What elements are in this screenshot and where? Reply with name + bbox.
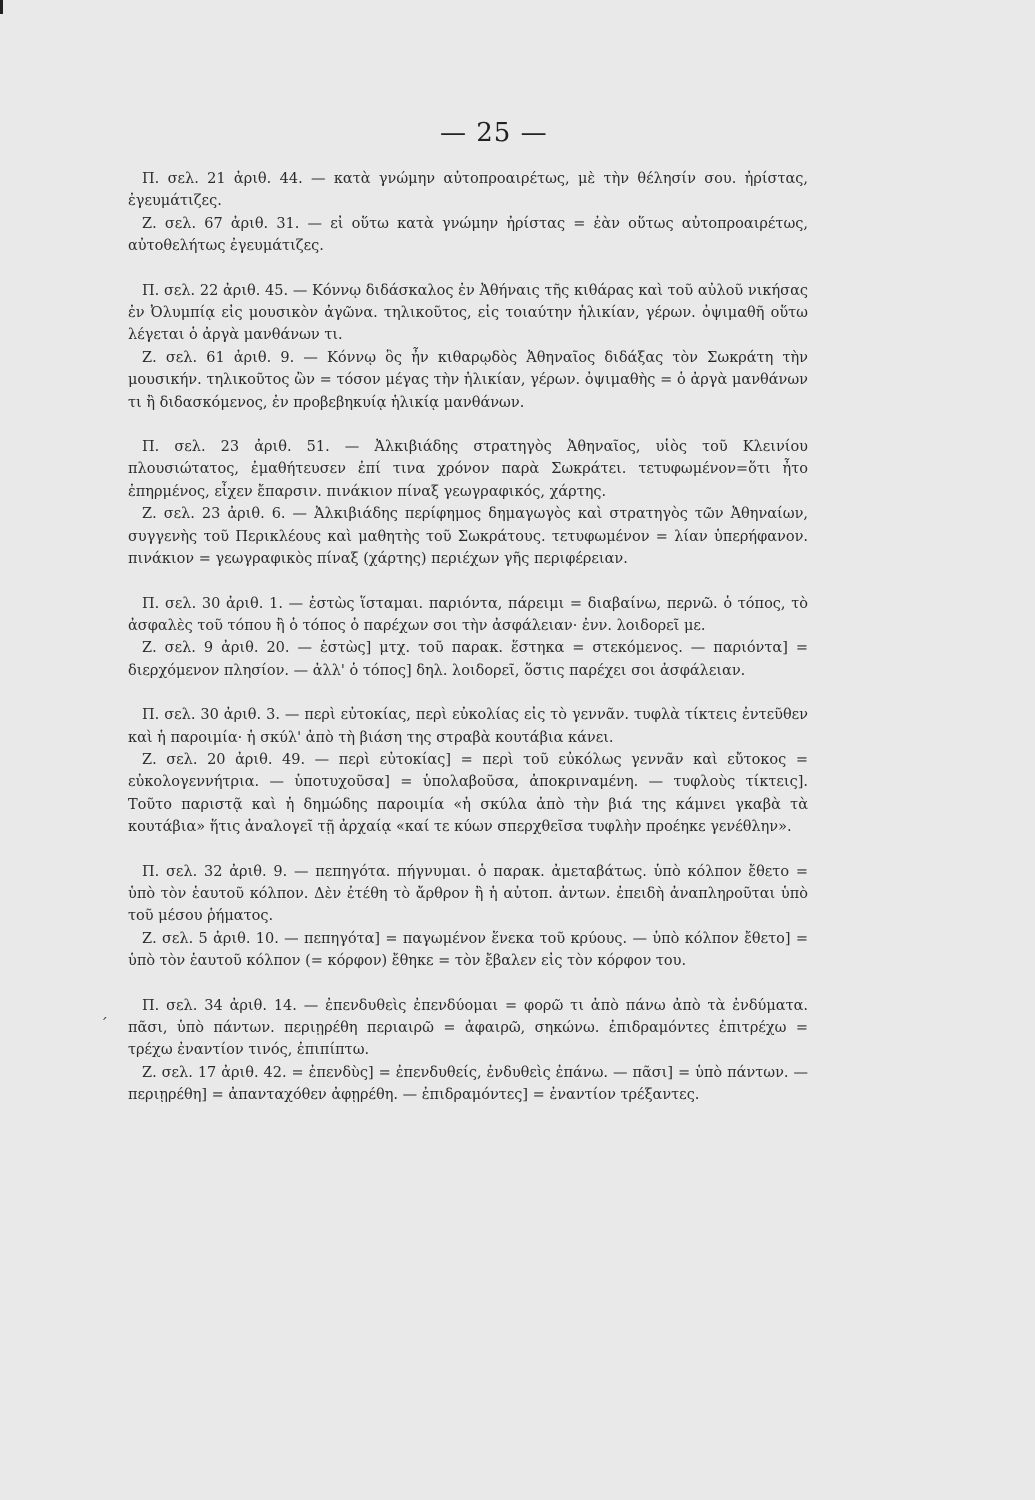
entry-z-line: Ζ. σελ. 23 ἀριθ. 6. — Ἀλκιβιάδης περίφημος δημαγωγὸς καὶ στρατηγὸς τῶν Ἀθηναίων, συγγενὴς τοῦ Περικλέους καὶ μαθητὴς τοῦ Σωκράτους. τετυφωμένον = λίαν ὑπερήφανον. πινάκιον = γεωγραφικὸς πίναξ (χάρτης) περιέχων γῆς περιφέρειαν.: [128, 506, 808, 568]
entry-z-line: Ζ. σελ. 17 ἀριθ. 42. = ἐπενδὺς] = ἐπενδυθείς, ἐνδυθεὶς ἐπάνω. — πᾶσι] = ὑπὸ πάντων. — περιῃρέθη] = ἀπανταχόθεν ἀφῃρέθη. — ἐπιδραμόντες] = ἐναντίον τρέξαντες.: [128, 1064, 808, 1104]
scan-edge-mark: [0, 0, 3, 14]
entry-5: [128, 704, 808, 838]
entry-z-line: Ζ. σελ. 20 ἀριθ. 49. — περὶ εὐτοκίας] = περὶ τοῦ εὐκόλως γεννᾶν καὶ εὔτοκος = εὐκολογεννήτρια. — ὑποτυχοῦσα] = ὑπολαβοῦσα, ἀποκριναμένη. — τυφλοὺς τίκτεις]. Τοῦτο παριστᾷ καὶ ἡ δημώδης παροιμία «ἡ σκύλα ἀπὸ τὴν βιά της κάμνει γκαβὰ τὰ κουτάβια» ἥτις ἀναλογεῖ τῇ ἀρχαίᾳ «καί τε κύων σπερχθεῖσα τυφλὴν προέηκε γενέθλην».: [128, 751, 808, 836]
entry-3: [128, 436, 808, 570]
commentary-body: [128, 168, 808, 1129]
entry-z-line: Ζ. σελ. 61 ἀριθ. 9. — Κόννῳ ὃς ἦν κιθαρῳδὸς Ἀθηναῖος διδάξας τὸν Σωκράτη τὴν μουσικήν. τηλικοῦτος ὢν = τόσον μέγας τὴν ἡλικίαν, γέρων. ὀψιμαθὴς = ὁ ἀργὰ μανθάνων τι ἢ διδασκόμενος, ἐν προβεβηκυίᾳ ἡλικίᾳ μανθάνων.: [128, 349, 808, 411]
entry-4: [128, 593, 808, 683]
entry-p-line: Π. σελ. 32 ἀριθ. 9. — πεπηγότα. πήγνυμαι. ὁ παρακ. ἀμεταβάτως. ὑπὸ κόλπον ἔθετο = ὑπὸ τὸν ἑαυτοῦ κόλπον. Δὲν ἐτέθη τὸ ἄρθρον ἢ ἡ αὐτοπ. ἀντων. ἐπειδὴ ἀναπληροῦται ὑπὸ τοῦ μέσου ῥήματος.: [128, 863, 808, 925]
entry-z-line: Ζ. σελ. 9 ἀριθ. 20. — ἑστὼς] μτχ. τοῦ παρακ. ἕστηκα = στεκόμενος. — παριόντα] = διερχόμενον πλησίον. — ἀλλ' ὁ τόπος] δηλ. λοιδορεῖ, ὅστις παρέχει σοι ἀσφάλειαν.: [128, 640, 808, 679]
entry-7: [128, 995, 808, 1107]
entry-p-line: Π. σελ. 23 ἀριθ. 51. — Ἀλκιβιάδης στρατηγὸς Ἀθηναῖος, υἱὸς τοῦ Κλεινίου πλουσιώτατος, ἐμαθήτευσεν ἐπί τινα χρόνον παρὰ Σωκράτει. τετυφωμένον=ὅτι ἦτο ἐπηρμένος, εἶχεν ἔπαρσιν. πινάκιον πίναξ γεωγραφικός, χάρτης.: [128, 439, 808, 500]
entry-2: [128, 280, 808, 414]
entry-p-line: Π. σελ. 22 ἀριθ. 45. — Κόννῳ διδάσκαλος ἐν Ἀθήναις τῆς κιθάρας καὶ τοῦ αὐλοῦ νικήσας ἐν Ὀλυμπίᾳ εἰς μουσικὸν ἀγῶνα. τηλικοῦτος, εἰς τοιαύτην ἡλικίαν, γέρων. ὀψιμαθῆ οὕτω λέγεται ὁ ἀργὰ μανθάνων τι.: [128, 282, 808, 344]
entry-1: [128, 168, 808, 258]
entry-p-line: Π. σελ. 30 ἀριθ. 3. — περὶ εὐτοκίας, περὶ εὐκολίας εἰς τὸ γεννᾶν. τυφλὰ τίκτεις ἐντεῦθεν καὶ ἡ παροιμία· ἡ σκύλ' ἀπὸ τὴ βιάση της στραβὰ κουτάβια κάνει.: [128, 707, 808, 746]
page-number: — 25 —: [440, 118, 548, 148]
entry-p-line: Π. σελ. 21 ἀριθ. 44. — κατὰ γνώμην αὐτοπροαιρέτως, μὲ τὴν θέλησίν σου. ἠρίστας, ἐγευμάτιζες.: [128, 171, 808, 210]
entry-z-line: Ζ. σελ. 67 ἀριθ. 31. — εἰ οὕτω κατὰ γνώμην ἠρίστας = ἐὰν οὕτως αὐτοπροαιρέτως, αὐτοθελήτως ἐγευμάτιζες.: [128, 215, 808, 255]
margin-mark: ´: [100, 1015, 108, 1034]
entry-6: [128, 861, 808, 973]
entry-z-line: Ζ. σελ. 5 ἀριθ. 10. — πεπηγότα] = παγωμένον ἕνεκα τοῦ κρύους. — ὑπὸ κόλπον ἔθετο] = ὑπὸ τὸν ἑαυτοῦ κόλπον (= κόρφον) ἔθηκε = τὸν ἔβαλεν εἰς τὸν κόρφον του.: [128, 930, 808, 970]
entry-p-line: Π. σελ. 30 ἀριθ. 1. — ἑστὼς ἵσταμαι. παριόντα, πάρειμι = διαβαίνω, περνῶ. ὁ τόπος, τὸ ἀσφαλὲς τοῦ τόπου ἢ ὁ τόπος ὁ παρέχων σοι τὴν ἀσφάλειαν· ἐνν. λοιδορεῖ με.: [128, 595, 808, 634]
entry-p-line: Π. σελ. 34 ἀριθ. 14. — ἐπενδυθεὶς ἐπενδύομαι = φορῶ τι ἀπὸ πάνω ἀπὸ τὰ ἐνδύματα. πᾶσι, ὑπὸ πάντων. περιῃρέθη περιαιρῶ = ἀφαιρῶ, σηκώνω. ἐπιδραμόντες ἐπιτρέχω = τρέχω ἐναντίον τινός, ἐπιπίπτω.: [128, 997, 808, 1059]
